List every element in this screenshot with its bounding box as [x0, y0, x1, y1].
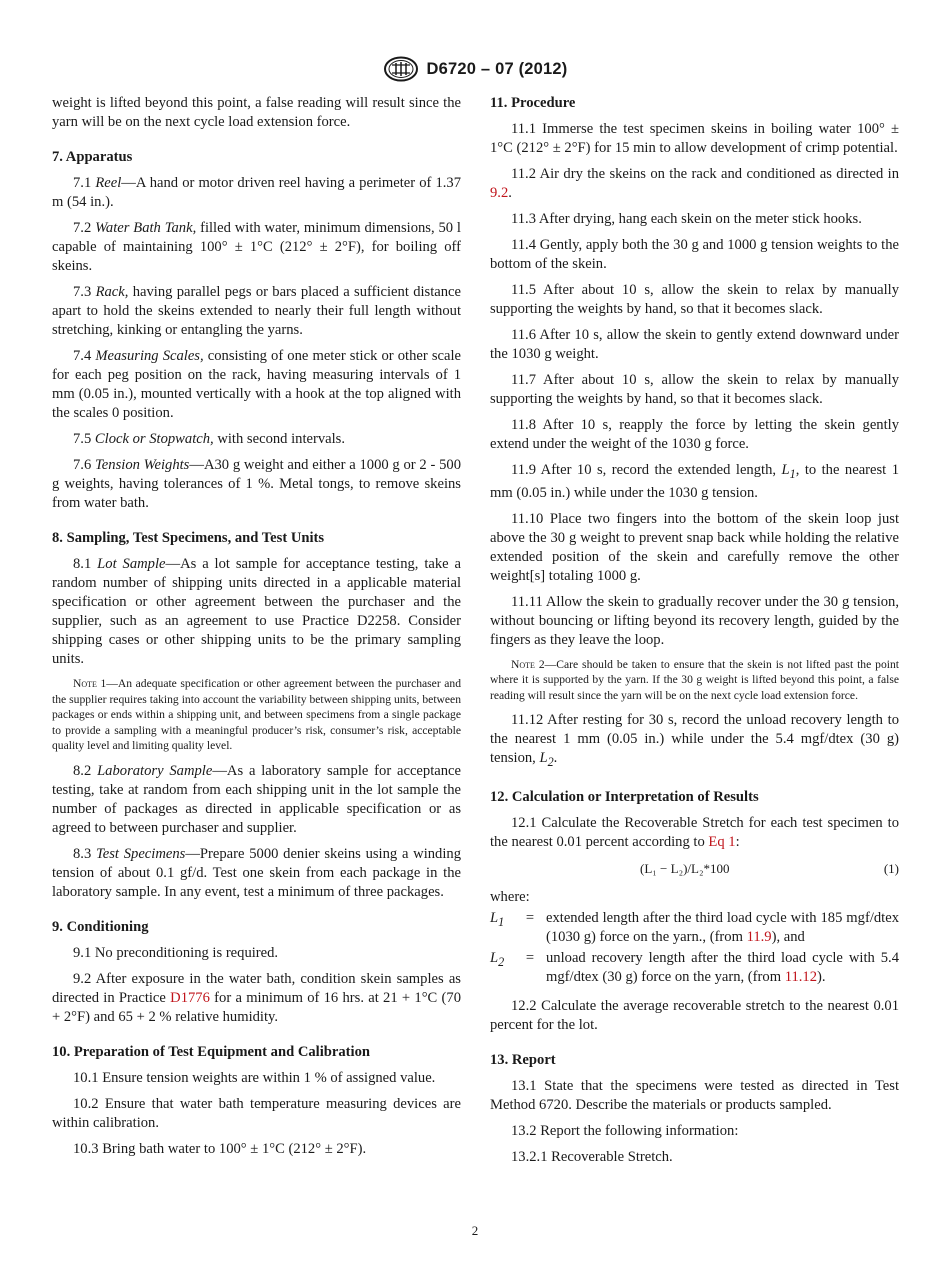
link-d1776[interactable]: D1776 [170, 989, 210, 1006]
paragraph-9-2: 9.2 After exposure in the water bath, condition skein samples as directed in Practice D1776 for a minimum of 16 hrs. at 21 + 1°C (70 + 2°F) and 65 + 2 % relative humidity. [52, 970, 461, 1025]
paragraph-7-1: 7.1 Reel—A hand or motor driven reel having a perimeter of 1.37 m (54 in.). [52, 175, 461, 210]
right-column [490, 94, 899, 1174]
note-2: Note 2—Care should be taken to ensure that the skein is not lifted past the point where it is supported by the yarn. If the 30 g weight is lifted beyond this point, a false reading will result since the yarn will be on the next cycle load extension force. [490, 657, 900, 702]
paragraph-13-2: 13.2 Report the following information: [511, 1123, 739, 1140]
left-column [52, 94, 461, 1166]
paragraph-12-2: 12.2 Calculate the average recoverable stretch to the nearest 0.01 percent for the lot. [490, 998, 899, 1034]
paragraph-13-1: 13.1 State that the specimens were tested as directed in Test Method 6720. Describe the materials or products sampled. [490, 1078, 899, 1114]
paragraph-11-4: 11.4 Gently, apply both the 30 g and 1000 g tension weights to the bottom of the skein. [490, 237, 899, 272]
section-8-heading: 8. Sampling, Test Specimens, and Test Units [52, 530, 325, 546]
section-10-heading: 10. Preparation of Test Equipment and Calibration [52, 1043, 370, 1060]
paragraph-8-2: 8.2 Laboratory Sample—As a laboratory sample for acceptance testing, take at random from each shipping unit in the lot sample the number of packages as directed in applicable specification or as agreed to between purchaser and supplier. [52, 762, 461, 836]
paragraph-11-12: 11.12 After resting for 30 s, record the unload recovery length to the nearest 1 mm (0.05 in.) while under the 5.4 mgf/dtex (30 g) tension, $L_2$. [490, 712, 899, 770]
equation-1 [490, 859, 899, 878]
paragraph-7-3: 7.3 Rack, having parallel pegs or bars placed a sufficient distance apart to hold the skeins extended to nearly their full length without stretching, kinking or entangling the yarns. [52, 284, 462, 338]
document-title: D6720 – 07 (2012) [426, 59, 568, 78]
paragraph-10-1: 10.1 Ensure tension weights are within 1 % of assigned value. [73, 1069, 436, 1086]
paragraph-11-10: 11.10 Place two fingers into the bottom of the skein loop just above the 30 g weight to prevent snap back while holding the relative extended position of the skein and carefully remove the other weight[s] totaling 1000 g. [490, 510, 899, 584]
paragraph-11-8: 11.8 After 10 s, reapply the force by letting the skein gently extend under the weight of the 1030 g force. [490, 417, 899, 452]
paragraph-8-3: 8.3 Test Specimens—Prepare 5000 denier skeins using a winding tension of about 0.1 gf/d. Test one skein from each package in the laboratory sample. In any event, test a minimum of three packages. [52, 845, 462, 900]
note-1: Note 1—An adequate specification or other agreement between the purchaser and the supplier requires taking into account the variability between shipping units, between packages or ends within a shipping unit, and between specimens from a single package to provide a sampling with a meaningful producer’s risk, consumer’s risk, acceptable quality level and limiting quality level. [52, 677, 461, 752]
paragraph-7-4: 7.4 Measuring Scales, consisting of one meter stick or other scale for each peg position on the rack, having measuring intervals of 1 mm (0.05 in.), mounted vertically with a hook at the top aligned with the scales 0 position. [52, 348, 461, 421]
page-number: 2 [471, 1223, 479, 1238]
astm-logo-icon [383, 56, 419, 82]
paragraph-11-6: 11.6 After 10 s, allow the skein to gently extend downward under the 1030 g weight. [490, 327, 899, 362]
equation-number: (1) [883, 861, 899, 877]
page-header [0, 54, 950, 84]
definition-l2: $L_2$ = unload recovery length after the third load cycle with 5.4 mgf/dtex (30 g) force on the yarn, (from 11.12). [490, 950, 899, 986]
paragraph-13-2-1: 13.2.1 Recoverable Stretch. [511, 1149, 673, 1166]
paragraph-10-3: 10.3 Bring bath water to 100° ± 1°C (212° ± 2°F). [73, 1140, 367, 1157]
section-12-heading: 12. Calculation or Interpretation of Results [490, 789, 759, 806]
section-9-heading: 9. Conditioning [52, 918, 149, 935]
paragraph-7-6: 7.6 Tension Weights—A30 g weight and either a 1000 g or 2 - 500 g weights, having tolerances of 1 %. Metal tongs, to remove skeins from water bath. [52, 457, 462, 511]
continued-text: weight is lifted beyond this point, a false reading will result since the yarn will be on the next cycle load extension force. [52, 95, 461, 130]
where-label: where: [490, 889, 530, 906]
paragraph-11-11: 11.11 Allow the skein to gradually recover under the 30 g tension, without bouncing or lifting beyond its recovery length, guided by the fingers as they leave the loop. [490, 593, 899, 648]
paragraph-7-5: 7.5 Clock or Stopwatch, with second intervals. [73, 431, 346, 447]
section-7-heading: 7. Apparatus [52, 149, 133, 165]
paragraph-9-1: 9.1 No preconditioning is required. [73, 944, 279, 961]
equation-formula: (L₁ − L₂)/L₂*100 [640, 861, 730, 877]
link-11-9[interactable]: 11.9 [746, 929, 772, 946]
paragraph-11-5: 11.5 After about 10 s, allow the skein to relax by manually supporting the weights by hand, so that it becomes slack. [490, 282, 899, 317]
link-9-2[interactable]: 9.2 [490, 185, 509, 201]
paragraph-11-7: 11.7 After about 10 s, allow the skein to relax by manually supporting the weights by hand, so that it becomes slack. [490, 372, 899, 407]
paragraph-7-2: 7.2 Water Bath Tank, filled with water, minimum dimensions, 50 l capable of maintaining 100° ± 1°C (212° ± 2°F), for boiling off skeins. [52, 220, 461, 274]
paragraph-11-3: 11.3 After drying, hang each skein on the meter stick hooks. [511, 211, 862, 227]
section-11-heading: 11. Procedure [490, 95, 576, 111]
paragraph-11-9: 11.9 After 10 s, record the extended length, $L_1$, to the nearest 1 mm (0.05 in.) while under the 1030 g tension. [490, 462, 899, 501]
paragraph-10-2: 10.2 Ensure that water bath temperature measuring devices are within calibration. [52, 1095, 461, 1131]
paragraph-12-1: 12.1 Calculate the Recoverable Stretch for each test specimen to the nearest 0.01 percent according to Eq 1: [490, 815, 899, 851]
paragraph-11-1: 11.1 Immerse the test specimen skeins in boiling water 100° ± 1°C (212° ± 2°F) for 15 min to allow development of crimp potential. [490, 121, 899, 156]
section-13-heading: 13. Report [490, 1052, 556, 1069]
link-11-12[interactable]: 11.12 [784, 969, 817, 986]
link-eq-1[interactable]: Eq 1 [708, 834, 736, 851]
definition-l1: $L_1$ = extended length after the third load cycle with 185 mgf/dtex (1030 g) force on the yarn., (from 11.9), and [490, 910, 899, 946]
paragraph-8-1: 8.1 Lot Sample—As a lot sample for acceptance testing, take a random number of shipping units directed in a applicable material specification or other agreement between the purchaser and the supplier, such as an agreement to use Practice D2258. Consider shipping cases or other shipping units to be the primary sampling units. [52, 556, 462, 667]
paragraph-11-2: 11.2 Air dry the skeins on the rack and conditioned as directed in 9.2. [490, 166, 899, 201]
